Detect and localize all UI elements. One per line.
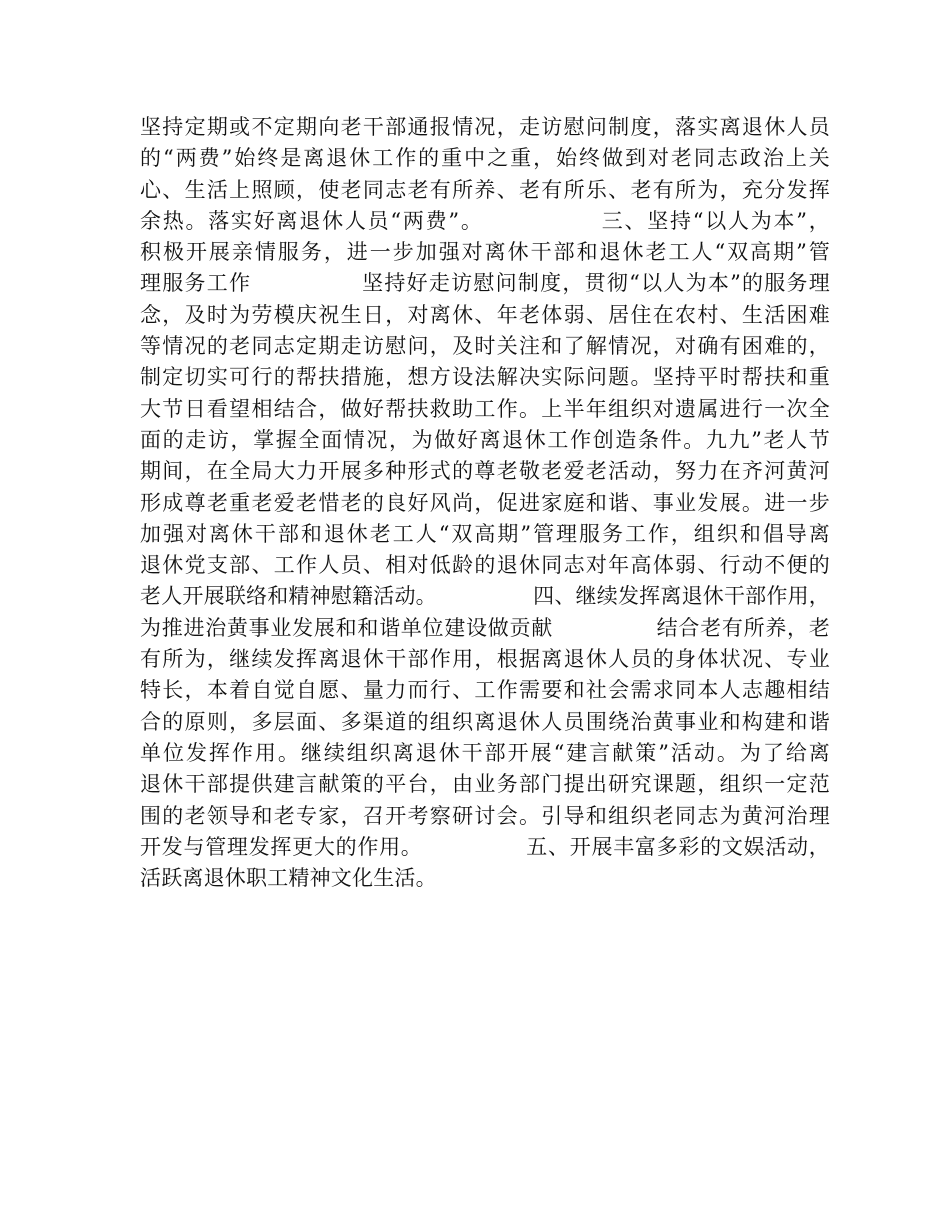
- text-line: 等情况的老同志定期走访慰问，及时关注和了解情况，对确有困难的，: [140, 334, 830, 359]
- text-line: 有所为，继续发挥离退休干部作用，根据离退休人员的身体状况、专业: [140, 647, 830, 672]
- text-line: 退休党支部、工作人员、相对低龄的退休同志对年高体弱、行动不便的: [140, 553, 830, 578]
- text-line: 加强对离休干部和退休老工人“双高期”管理服务工作，组织和倡导离: [140, 521, 830, 546]
- text-line: 退休干部提供建言献策的平台，由业务部门提出研究课题，组织一定范: [140, 772, 830, 797]
- text-line: 形成尊老重老爱老惜老的良好风尚，促进家庭和谐、事业发展。进一步: [140, 490, 830, 515]
- body-text: [140, 112, 830, 894]
- text-line: 老人开展联络和精神慰籍活动。 四、继续发挥离退休干部作用，: [140, 584, 830, 609]
- text-line: 心、生活上照顾，使老同志老有所养、老有所乐、老有所为，充分发挥: [140, 177, 830, 202]
- text-line: 面的走访，掌握全面情况，为做好离退休工作创造条件。九九”老人节: [140, 427, 830, 452]
- text-line: 为推进治黄事业发展和和谐单位建设做贡献 结合老有所养，老: [140, 615, 830, 640]
- text-line: 积极开展亲情服务，进一步加强对离休干部和退休老工人“双高期”管: [140, 240, 830, 265]
- text-line: 理服务工作 坚持好走访慰问制度，贯彻“以人为本”的服务理: [140, 271, 830, 296]
- text-line: 余热。落实好离退休人员“两费”。 三、坚持“以人为本”，: [140, 208, 830, 233]
- text-line: 制定切实可行的帮扶措施，想方设法解决实际问题。坚持平时帮扶和重: [140, 365, 830, 390]
- text-line: 期间，在全局大力开展多种形式的尊老敬老爱老活动，努力在齐河黄河: [140, 459, 830, 484]
- text-line: 活跃离退休职工精神文化生活。: [140, 866, 437, 891]
- text-line: 特长，本着自觉自愿、量力而行、工作需要和社会需求同本人志趣相结: [140, 678, 830, 703]
- text-line: 念，及时为劳模庆祝生日，对离休、年老体弱、居住在农村、生活困难: [140, 302, 830, 327]
- text-line: 的“两费”始终是离退休工作的重中之重，始终做到对老同志政治上关: [140, 146, 830, 171]
- text-line: 围的老领导和老专家，召开考察研讨会。引导和组织老同志为黄河治理: [140, 803, 830, 828]
- text-line: 开发与管理发挥更大的作用。 五、开展丰富多彩的文娱活动，: [140, 834, 830, 859]
- text-line: 合的原则，多层面、多渠道的组织离退休人员围绕治黄事业和构建和谐: [140, 709, 830, 734]
- text-line: 大节日看望相结合，做好帮扶救助工作。上半年组织对遗属进行一次全: [140, 396, 830, 421]
- text-line: 坚持定期或不定期向老干部通报情况，走访慰问制度，落实离退休人员: [140, 115, 830, 139]
- text-line: 单位发挥作用。继续组织离退休干部开展“建言献策”活动。为了给离: [140, 740, 830, 765]
